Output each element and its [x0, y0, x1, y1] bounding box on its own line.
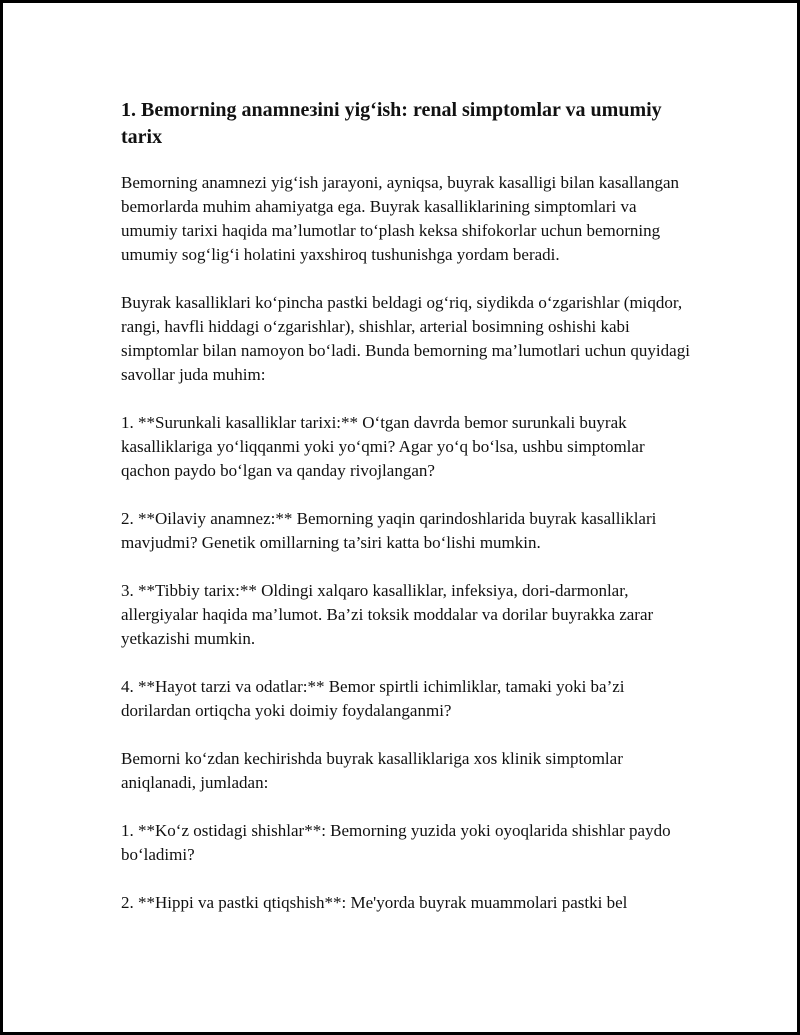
list-item-medical-history: 3. **Tibbiy tarix:** Oldingi xalqaro kasalliklar, infeksiya, dori-darmonlar, allergiyalar haqida ma’lumot. Ba’zi toksik moddalar va dorilar buyrakka zarar yetkazishi mumkin. — [121, 581, 654, 648]
list-item-chronic-history: 1. **Surunkali kasalliklar tarixi:** O‘tgan davrda bemor surunkali buyrak kasalliklariga yo‘liqqanmi yoki yo‘qmi? Agar yo‘q bo‘lsa, ushbu simptomlar qachon paydo bo‘lgan va qanday rivojlangan? — [121, 413, 645, 480]
paragraph-examination: Bemorni ko‘zdan kechirishda buyrak kasalliklariga xos klinik simptomlar aniqlanadi, jumladan: — [121, 749, 623, 792]
paragraph-intro: Bemorning anamnezi yig‘ish jarayoni, ayniqsa, buyrak kasalligi bilan kasallangan bemorlarda muhim ahamiyatga ega. Buyrak kasalliklarining simptomlari va umumiy tarixi haqida ma’lumotlar to‘plash keksa shifokorlar uchun bemorning umumiy sog‘lig‘i holatini yaxshiroq tushunishga yordam beradi. — [121, 173, 680, 264]
paragraph-symptoms: Buyrak kasalliklari ko‘pincha pastki beldagi og‘riq, siydikda o‘zgarishlar (miqdor, rangi, havfli hiddagi o‘zgarishlar), shishlar, arterial bosimning oshishi kabi simptomlar bilan namoyon bo‘ladi. Bunda bemorning ma’lumotlari uchun quyidagi savollar juda muhim: — [121, 293, 690, 384]
list-item-lifestyle: 4. **Hayot tarzi va odatlar:** Bemor spirtli ichimliklar, tamaki yoki ba’zi dorilardan ortiqcha yoki doimiy foydalanganmi? — [121, 677, 625, 720]
section-title: 1. Bemorning anamnезini yig‘ish: renal simptomlar va umumiy tarix — [121, 99, 662, 148]
list-item-family-history: 2. **Oilaviy anamnez:** Bemorning yaqin qarindoshlarida buyrak kasalliklari mavjudmi? Genetik omillarning ta’siri katta bo‘lishi mumkin. — [121, 509, 657, 552]
list-item-edema: 1. **Ko‘z ostidagi shishlar**: Bemorning yuzida yoki oyoqlarida shishlar paydo bo‘ladimi? — [121, 821, 671, 864]
document-body — [121, 97, 691, 939]
list-item-back-pain: 2. **Hippi va pastki qtiqshish**: Me'yorda buyrak muammolari pastki bel — [121, 893, 628, 912]
